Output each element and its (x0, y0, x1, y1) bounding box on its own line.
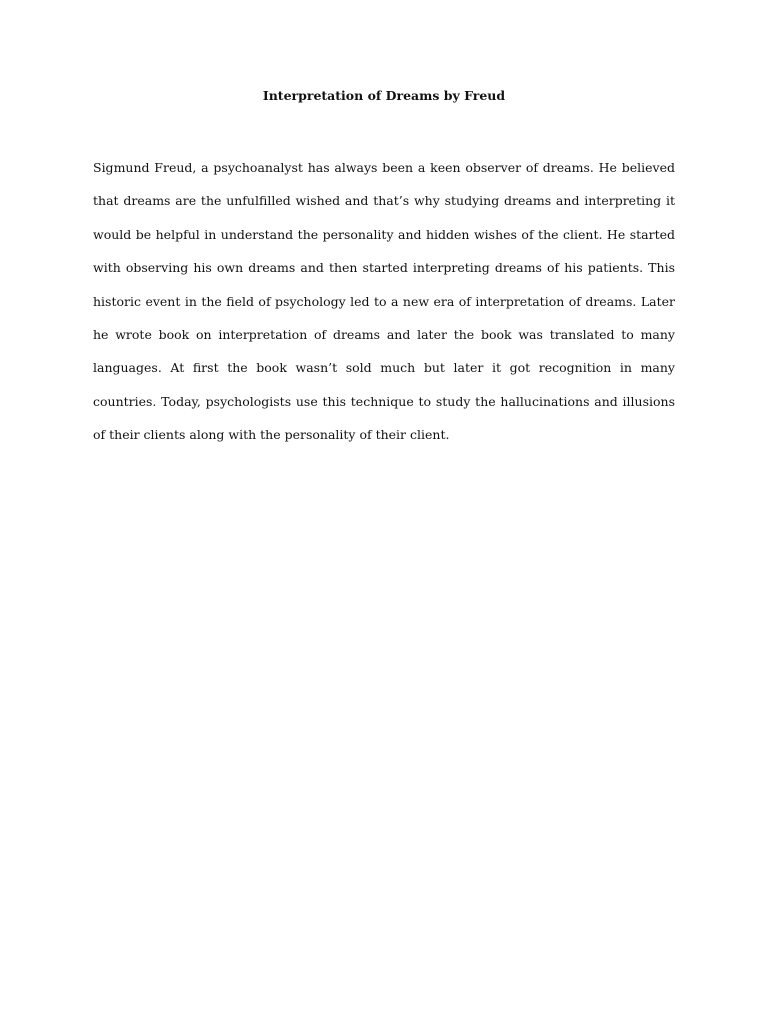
document-title: Interpretation of Dreams by Freud (262, 88, 506, 103)
body-paragraph: Sigmund Freud, a psychoanalyst has always been a keen observer of dreams. He believed that dreams are the unfulfilled wished and that’s why studying dreams and interpreting it would be helpful in understand the personality and hidden wishes of the client. He started with observing his own dreams and then started interpreting dreams of his patients. This historic event in the field of psychology led to a new era of interpretation of dreams. Later he wrote book on interpretation of dreams and later the book was translated to many languages. At first the book wasn’t sold much but later it got recognition in many countries. Today, psychologists use this technique to study the hallucinations and illusions of their clients along with the personality of their client. (93, 160, 675, 443)
